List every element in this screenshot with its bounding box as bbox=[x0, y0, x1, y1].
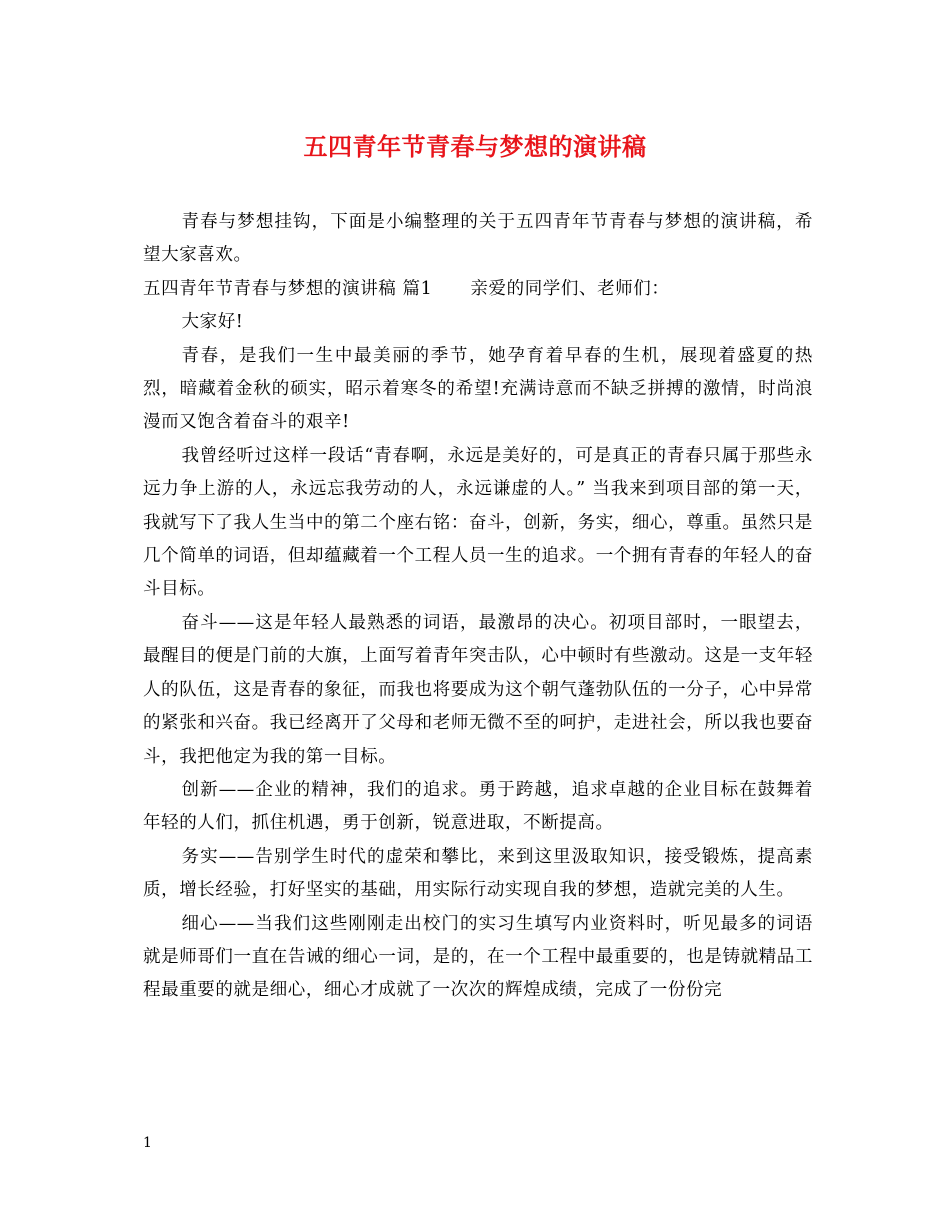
intro-paragraph: 青春与梦想挂钩，下面是小编整理的关于五四青年节青春与梦想的演讲稿，希望大家喜欢。 bbox=[143, 212, 813, 266]
document-body bbox=[143, 206, 813, 1008]
body-paragraph: 务实——告别学生时代的虚荣和攀比，来到这里汲取知识，接受锻炼，提高素质，增长经验，打好坚实的基础，用实际行动实现自我的梦想，造就完美的人生。 bbox=[143, 846, 813, 901]
body-paragraph: 创新——企业的精神，我们的追求。勇于跨越，追求卓越的企业目标在鼓舞着年轻的人们，抓住机遇，勇于创新，锐意进取，不断提高。 bbox=[143, 779, 813, 834]
section-heading-line bbox=[143, 273, 813, 306]
body-paragraph: 细心——当我们这些刚刚走出校门的实习生填写内业资料时，听见最多的词语就是师哥们一直在告诫的细心一词，是的，在一个工程中最重要的，也是铸就精品工程最重要的就是细心，细心才成就了一次次的辉煌成绩，完成了一份份完 bbox=[143, 913, 813, 1001]
body-paragraph: 青春，是我们一生中最美丽的季节，她孕育着早春的生机，展现着盛夏的热烈，暗藏着金秋的硕实，昭示着寒冬的希望!充满诗意而不缺乏拼搏的激情，时尚浪漫而又饱含着奋斗的艰辛! bbox=[143, 345, 813, 433]
page-title: 五四青年节青春与梦想的演讲稿 bbox=[303, 132, 647, 161]
body-paragraph: 我曾经听过这样一段话“青春啊，永远是美好的，可是真正的青春只属于那些永远力争上游的人，永远忘我劳动的人，永远谦虚的人。” 当我来到项目部的第一天，我就写下了我人生当中的第二个座右铭：奋斗，创新，务实，细心，尊重。虽然只是几个简单的词语，但却蕴藏着一个工程人员一生的追求。一个拥有青春的年轻人的奋斗目标。 bbox=[143, 445, 813, 600]
body-paragraph: 奋斗——这是年轻人最熟悉的词语，最激昂的决心。初项目部时，一眼望去，最醒目的便是门前的大旗，上面写着青年突击队，心中顿时有些激动。这是一支年轻人的队伍，这是青春的象征，而我也将要成为这个朝气蓬勃队伍的一分子，心中异常的紧张和兴奋。我已经离开了父母和老师无微不至的呵护，走进社会，所以我也要奋斗，我把他定为我的第一目标。 bbox=[143, 612, 813, 767]
greeting: 大家好! bbox=[181, 312, 244, 333]
salutation: 亲爱的同学们、老师们： bbox=[470, 278, 670, 299]
page-number: 1 bbox=[143, 1135, 152, 1151]
section-heading: 五四青年节青春与梦想的演讲稿 篇1 bbox=[143, 278, 433, 299]
